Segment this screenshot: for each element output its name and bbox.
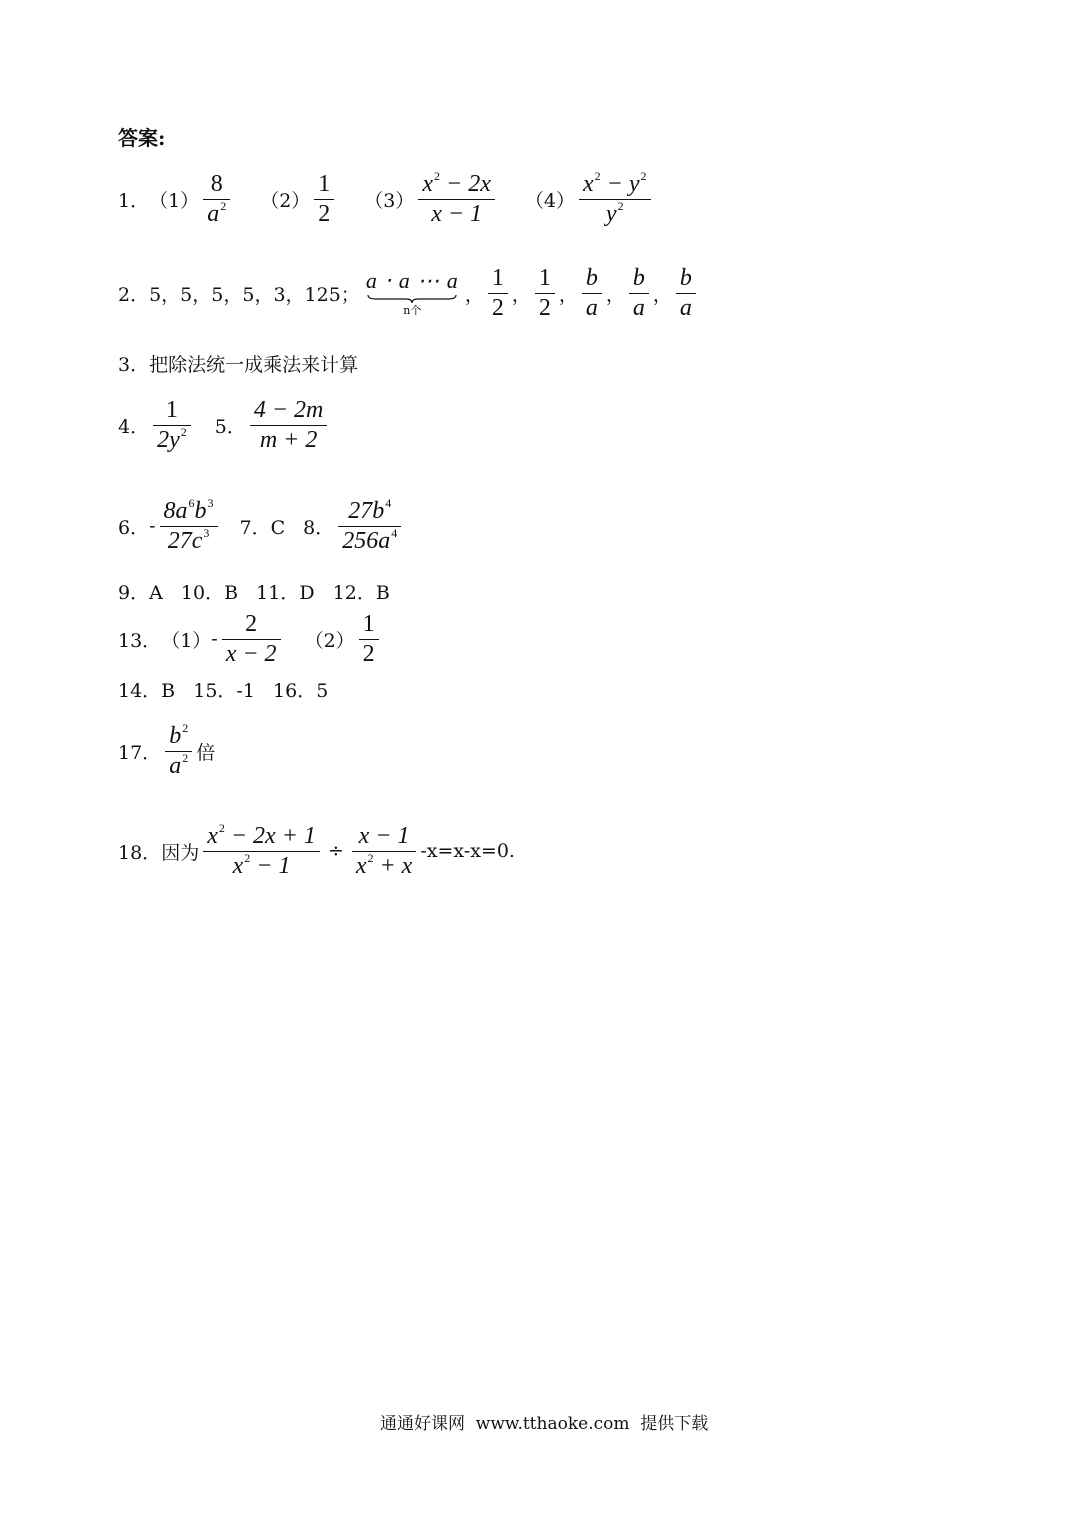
item-number: 5． xyxy=(214,415,246,438)
answer-14-16: 14．B 15．-1 16．5 xyxy=(118,680,329,702)
underbrace: a ⋅ a ⋯ a n个 xyxy=(365,268,459,318)
fraction: $\frac{x^2 - y^2}{y^2}$ xyxy=(579,170,651,229)
fraction: $\frac{1}{2}$ xyxy=(535,264,555,323)
fraction: $\frac{x - 1}{x^2 + x}$ xyxy=(352,822,417,881)
answer-2: 2． 5，5，5，5，3，125； a ⋅ a ⋯ a n个 ， $\frac{1}{2}$ ， $\frac{1}{2}$ ， $\frac{b}{a}$ ， $\frac{b}{a}$ ， $\frac{b}{a}$ xyxy=(118,264,700,323)
fraction: $\frac{b^2}{a^2}$ xyxy=(165,722,192,781)
fraction: $\frac{x^2 - 2x + 1}{x^2 - 1}$ xyxy=(203,822,320,881)
fraction: $\frac{8}{a^2}$ xyxy=(203,170,230,229)
answer-3: 3．把除法统一成乘法来计算 xyxy=(118,354,359,376)
fraction: $\frac{4 - 2m}{m + 2}$ xyxy=(250,396,328,455)
fraction: $\frac{1}{2}$ xyxy=(488,264,508,323)
answer-13: 13． （1） - $\frac{2}{x - 2}$ （2） $\frac{1}{2}$ xyxy=(118,610,383,669)
item-number: 17． xyxy=(118,741,162,764)
item-number: 18． xyxy=(118,841,162,864)
item-number: 6． xyxy=(118,516,150,539)
answer-4-5 xyxy=(118,396,331,455)
footer-text: 通通好课网 www.tthaoke.com 提供下载 xyxy=(380,1414,709,1434)
part-label: （1） xyxy=(149,189,200,212)
answer-9-12: 9．A 10．B 11．D 12．B xyxy=(118,582,390,604)
part-label: （3） xyxy=(364,189,415,212)
answer-18: 18． 因为 $\frac{x^2 - 2x + 1}{x^2 - 1}$ ÷ $\frac{x - 1}{x^2 + x}$ -x=x-x=0. xyxy=(118,821,515,879)
fraction: $\frac{1}{2}$ xyxy=(359,610,379,669)
part-label: （2） xyxy=(260,189,311,212)
fraction: $\frac{8a^6b^3}{27c^3}$ xyxy=(160,497,218,556)
fraction: $\frac{x^2 - 2x}{x - 1}$ xyxy=(418,170,495,229)
part-label: （4） xyxy=(524,189,575,212)
values-text: 5，5，5，5，3，125； xyxy=(149,283,360,306)
item-number: 13． xyxy=(118,629,162,652)
fraction: $\frac{b}{a}$ xyxy=(629,264,649,323)
answers-title: 答案: xyxy=(118,126,166,150)
answer-1 xyxy=(118,170,655,229)
answer-6-7-8: 6． - $\frac{8a^6b^3}{27c^3}$ 7．C 8． $\frac{27b^4}{256a^4}$ xyxy=(118,497,405,556)
fraction: $\frac{27b^4}{256a^4}$ xyxy=(338,497,401,556)
item-number: 4． xyxy=(118,415,150,438)
fraction: $\frac{1}{2y^2}$ xyxy=(153,396,191,455)
fraction: $\frac{b}{a}$ xyxy=(676,264,696,323)
fraction: $\frac{2}{x - 2}$ xyxy=(222,610,281,669)
fraction: $\frac{1}{2}$ xyxy=(314,170,334,229)
fraction: $\frac{b}{a}$ xyxy=(582,264,602,323)
item-number: 2． xyxy=(118,283,150,306)
item-number: 1． xyxy=(118,189,150,212)
answer-17: 17． $\frac{b^2}{a^2}$ 倍 xyxy=(118,721,216,779)
